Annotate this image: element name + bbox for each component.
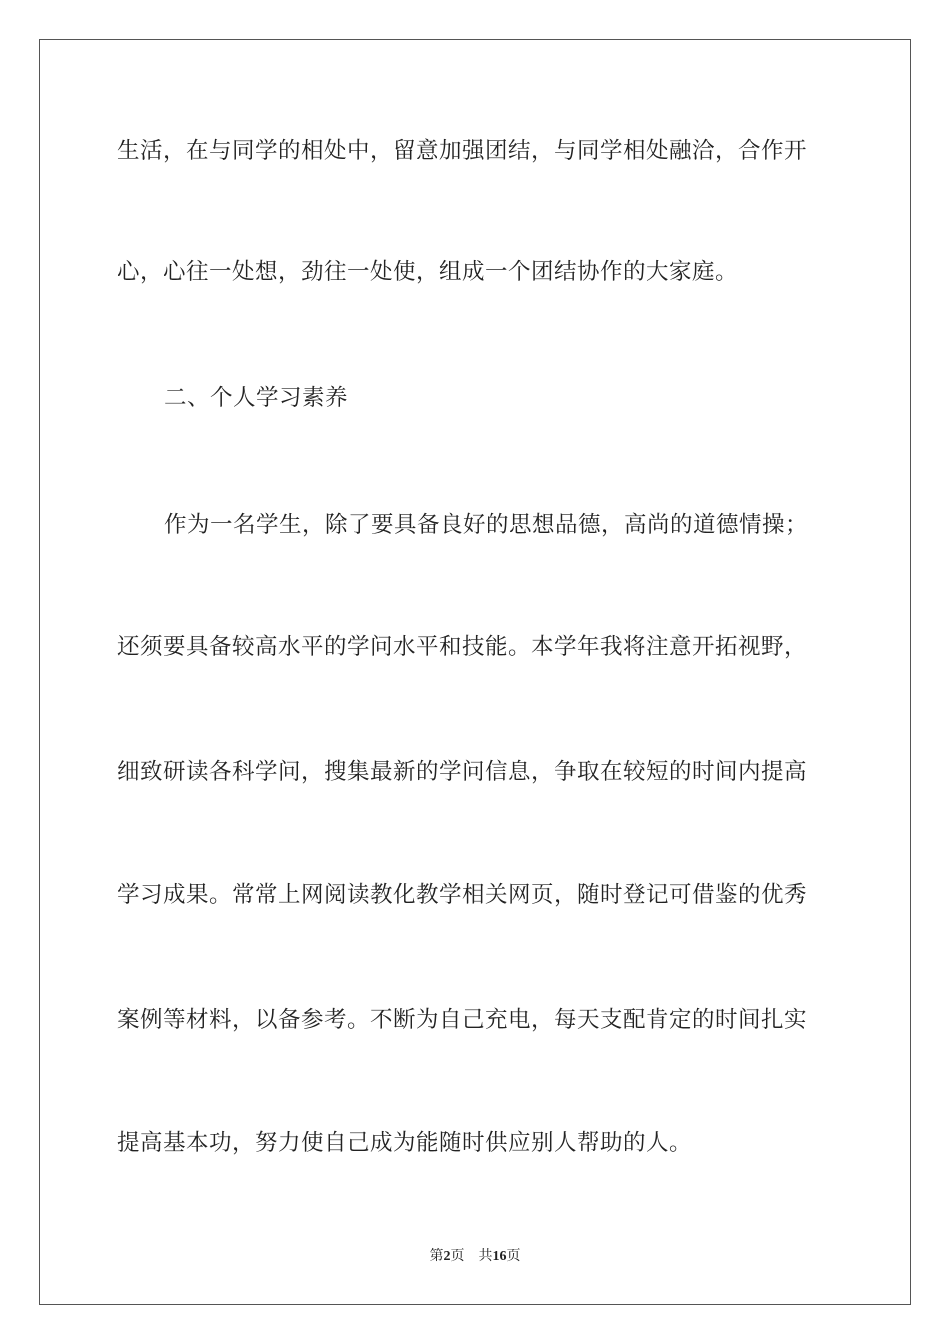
page-footer (0, 1246, 950, 1267)
section-heading: 二、个人学习素养 (164, 385, 349, 411)
total-label-suffix: 页 (506, 1248, 521, 1264)
body-text-line: 还须要具备较高水平的学问水平和技能。本学年我将注意开拓视野， (117, 634, 808, 660)
page-border (39, 39, 911, 1305)
page-label-suffix: 页 (450, 1248, 465, 1264)
body-text-line: 细致研读各科学问，搜集最新的学问信息，争取在较短的时间内提高 (117, 759, 808, 785)
paragraph-first-line: 作为一名学生，除了要具备良好的思想品德，高尚的道德情操； (164, 512, 809, 538)
body-text-line: 心，心往一处想，劲往一处使，组成一个团结协作的大家庭。 (117, 259, 739, 285)
total-label-prefix: 共 (478, 1248, 493, 1264)
page-label-prefix: 第 (429, 1248, 444, 1264)
body-text-line: 生活，在与同学的相处中，留意加强团结，与同学相处融洽，合作开 (117, 138, 808, 164)
body-text-line: 学习成果。常常上网阅读教化教学相关网页，随时登记可借鉴的优秀 (117, 882, 808, 908)
body-text-line: 案例等材料，以备参考。不断为自己充电，每天支配肯定的时间扎实 (117, 1007, 808, 1033)
body-text-line: 提高基本功，努力使自己成为能随时供应别人帮助的人。 (117, 1130, 693, 1156)
total-page-number: 16 (492, 1249, 507, 1264)
current-page-number: 2 (443, 1249, 451, 1264)
